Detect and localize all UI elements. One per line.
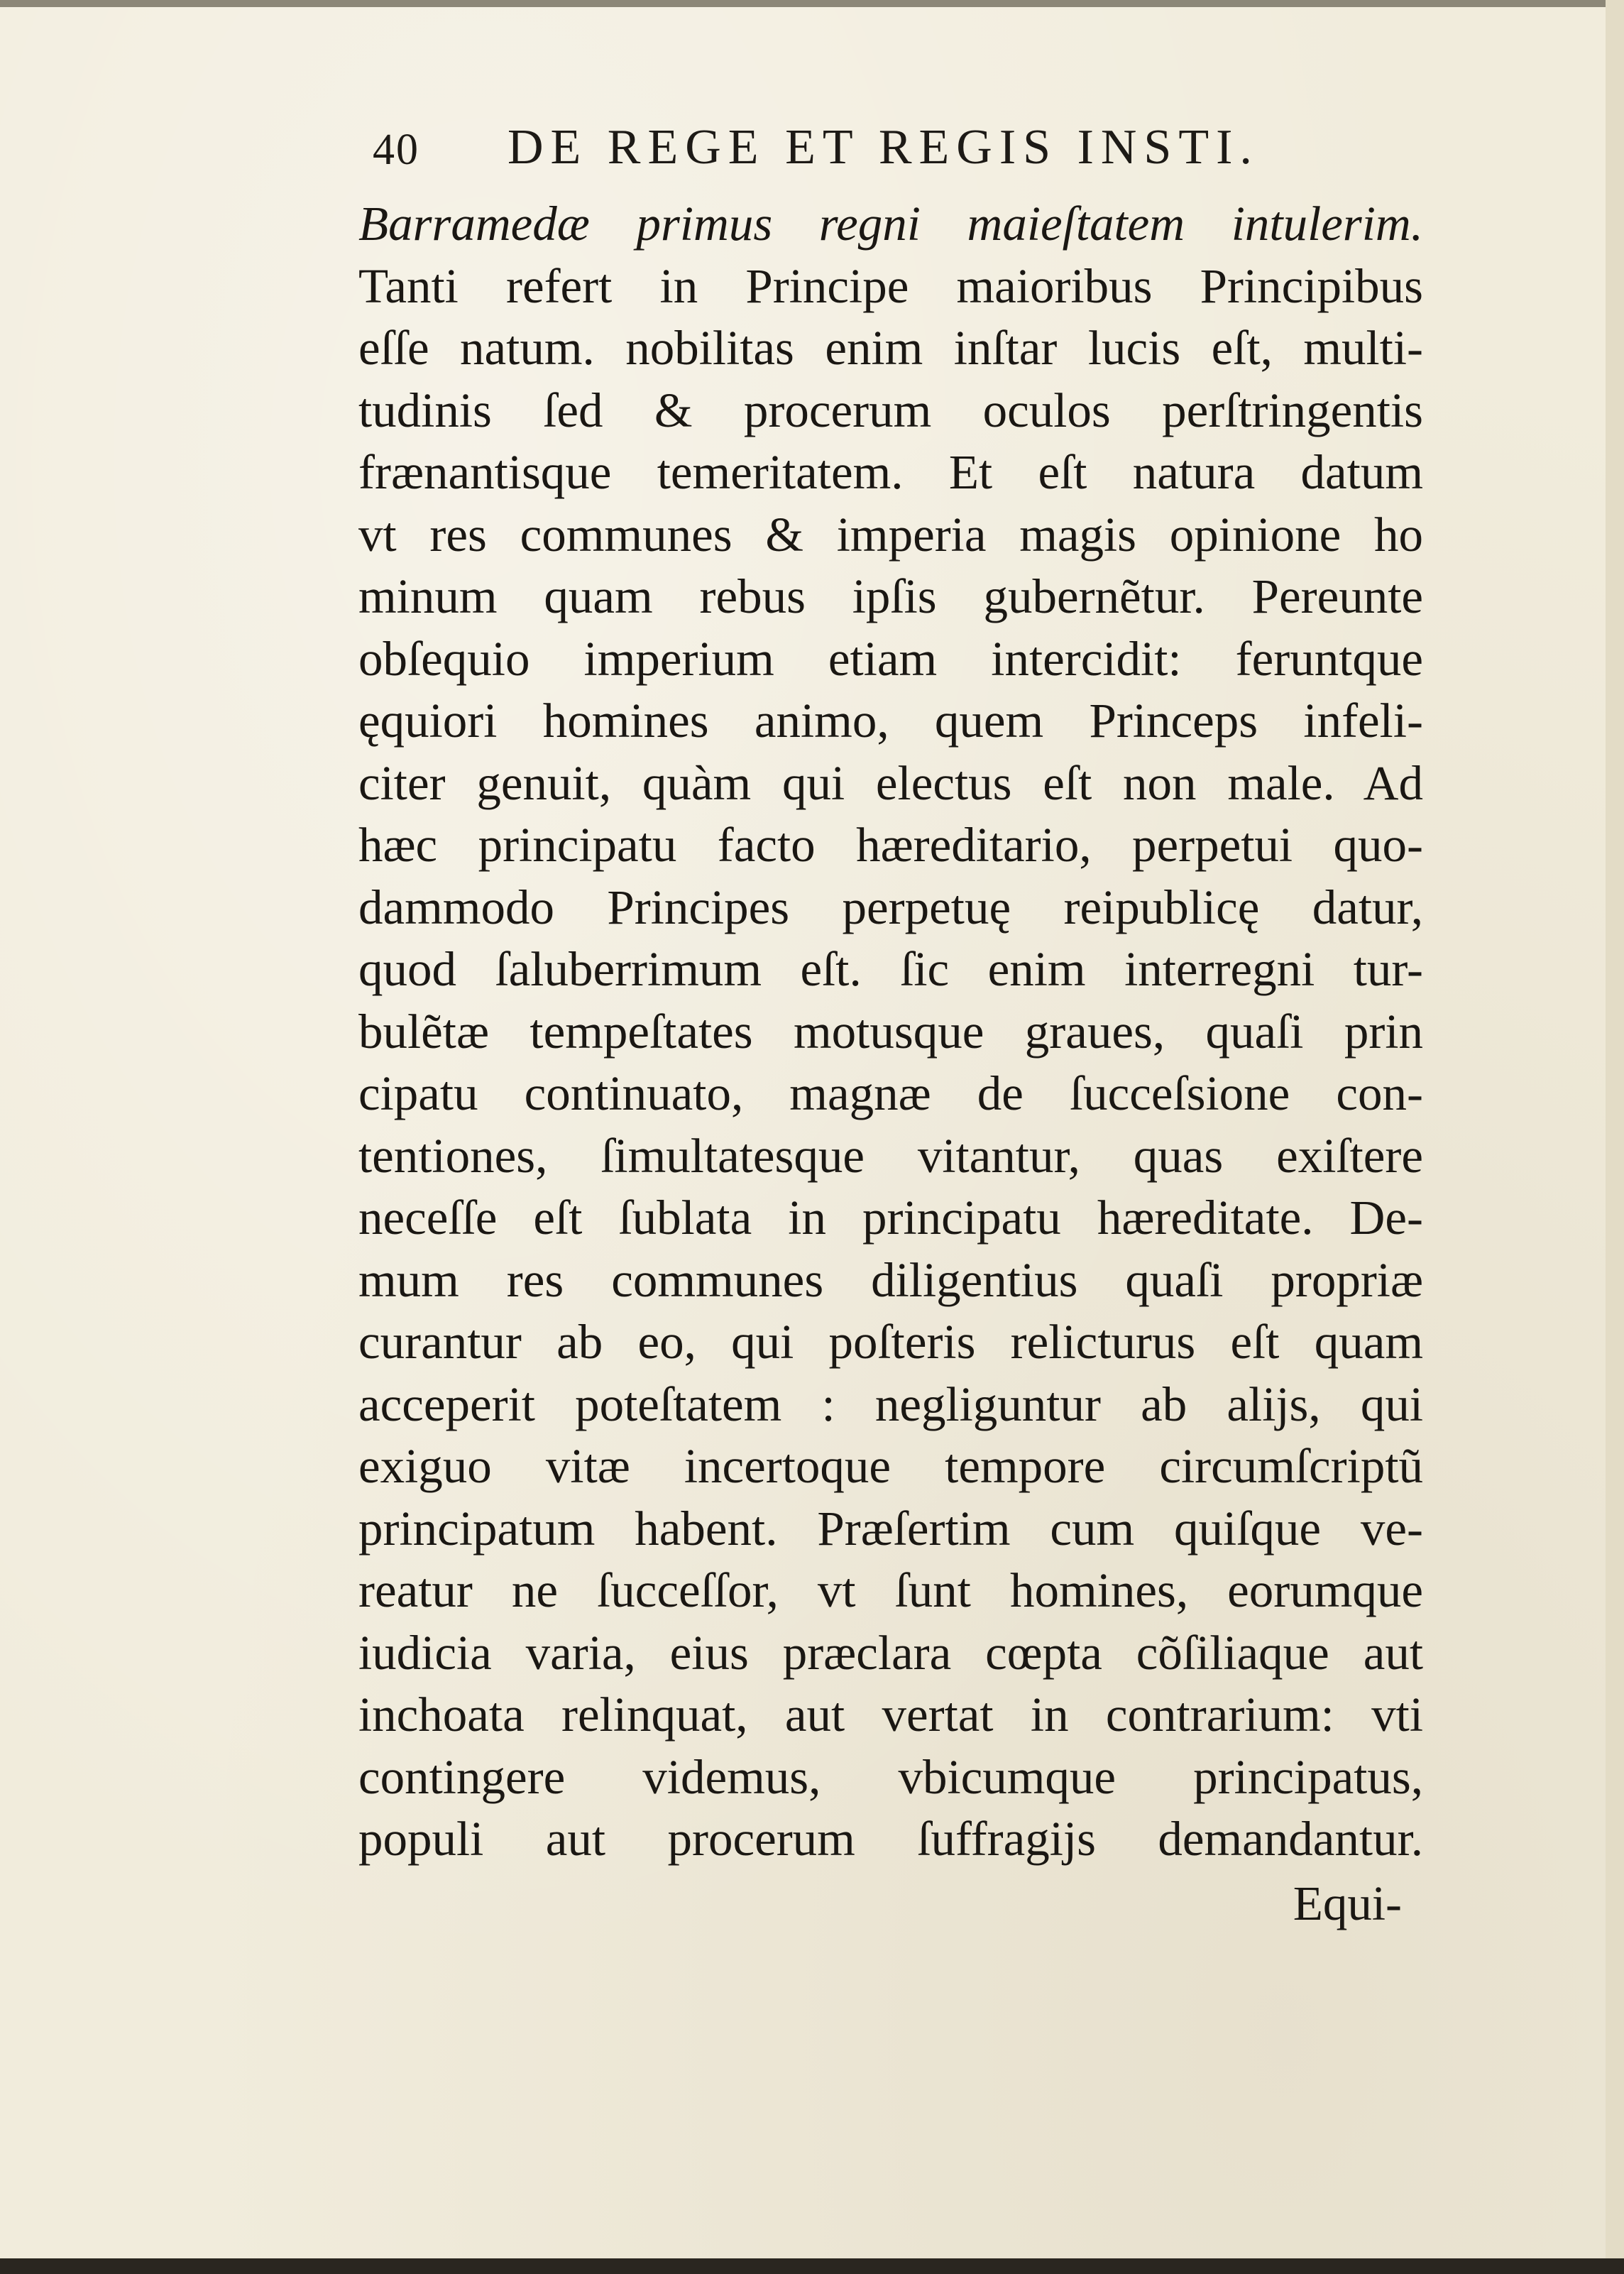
text-line: exiguo vitæ incertoque tempore circumſcriptũ: [358, 1439, 1423, 1493]
text-line: bulẽtæ tempeſtates motusque graues, quaſi prin: [358, 1004, 1423, 1059]
scan-right-edge: [1606, 0, 1624, 2274]
text-line: reatur ne ſucceſſor, vt ſunt homines, eorumque: [358, 1563, 1423, 1617]
page-number: 40: [373, 126, 419, 174]
text-line: cipatu continuato, magnæ de ſucceſsione con-: [358, 1066, 1423, 1120]
text-line: vt res communes & imperia magis opinione ho: [358, 507, 1423, 562]
text-line: neceſſe eſt ſublata in principatu hæreditate. De-: [358, 1191, 1423, 1245]
text-line: principatum habent. Præſertim cum quiſque ve-: [358, 1501, 1423, 1556]
text-line: iudicia varia, eius præclara cœpta cõſiliaque aut: [358, 1625, 1423, 1680]
text-line: tentiones, ſimultatesque vitantur, quas exiſtere: [358, 1128, 1423, 1183]
text-line: minum quam rebus ipſis gubernẽtur. Pereunte: [358, 569, 1423, 623]
scan-bottom-edge: [0, 2258, 1624, 2274]
text-line: hæc principatu facto hæreditario, perpetui quo-: [358, 818, 1423, 872]
body-text: [358, 193, 1423, 1871]
text-line: mum res communes diligentius quaſi propriæ: [358, 1252, 1423, 1307]
text-line: tudinis ſed & procerum oculos perſtringentis: [358, 383, 1423, 437]
catchword-row: [358, 1871, 1423, 1935]
text-line: obſequio imperium etiam intercidit: feruntque: [358, 631, 1423, 686]
text-line: citer genuit, quàm qui electus eſt non male. Ad: [358, 755, 1423, 810]
catchword: Equi-: [1293, 1876, 1402, 1930]
page-header: [373, 119, 1310, 183]
text-line: Tanti refert in Principe maioribus Principibus: [358, 258, 1423, 313]
text-line: acceperit poteſtatem : negliguntur ab alijs, qui: [358, 1377, 1423, 1431]
text-line: populi aut procerum ſuffragijs demandantur.: [358, 1812, 1423, 1866]
running-head: DE REGE ET REGIS INSTI.: [508, 120, 1259, 175]
text-line: dammodo Principes perpetuę reipublicę datur,: [358, 880, 1423, 934]
text-line: curantur ab eo, qui poſteris relicturus eſt quam: [358, 1315, 1423, 1369]
text-line: contingere videmus, vbicumque principatus,: [358, 1749, 1423, 1804]
text-line: ęquiori homines animo, quem Princeps infeli-: [358, 694, 1423, 748]
text-line: quod ſaluberrimum eſt. ſic enim interregni tur-: [358, 942, 1423, 996]
text-line: eſſe natum. nobilitas enim inſtar lucis eſt, multi-: [358, 321, 1423, 375]
text-line: frænantisque temeritatem. Et eſt natura datum: [358, 445, 1423, 499]
text-line: inchoata relinquat, aut vertat in contrarium: vti: [358, 1688, 1423, 1742]
text-line: Barramedæ primus regni maieſtatem intulerim.: [358, 197, 1423, 251]
